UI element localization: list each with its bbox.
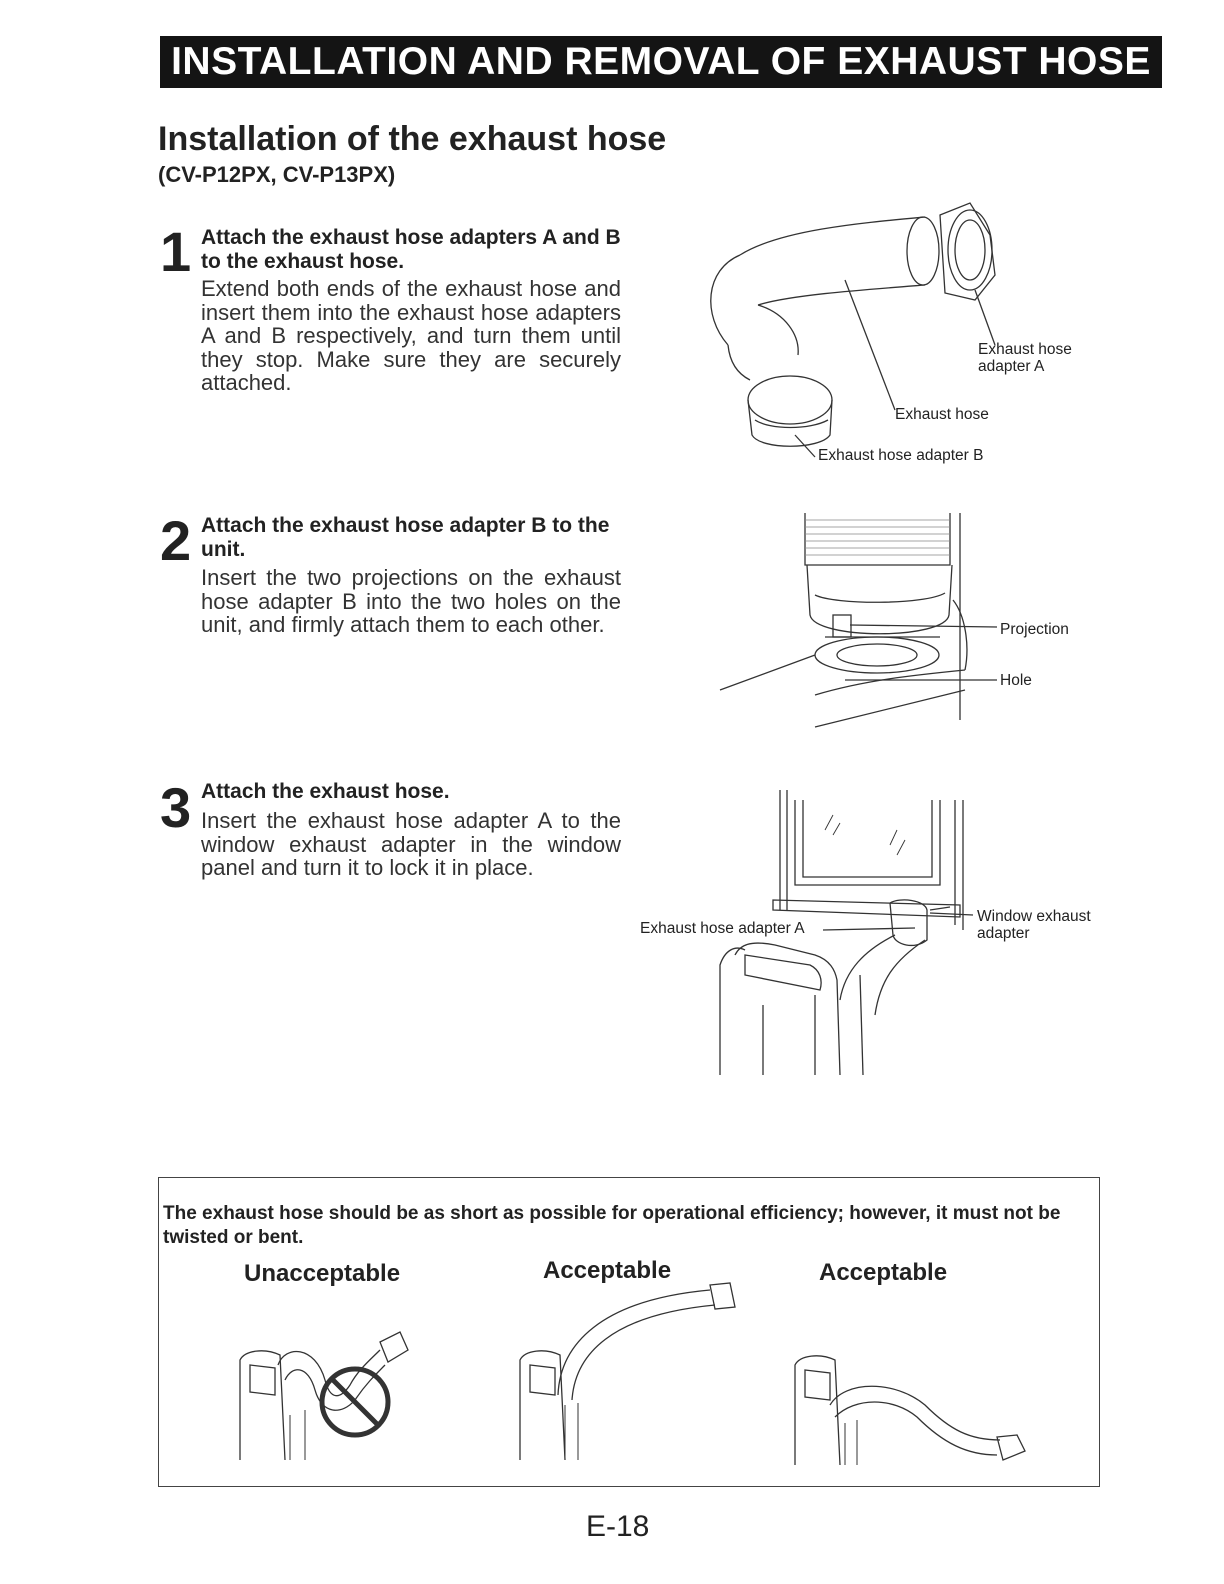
label-adapter-a-line1: Exhaust hose [978, 341, 1072, 358]
hose-with-adapters-illustration [700, 195, 1020, 465]
section-title: Installation of the exhaust hose [158, 120, 667, 158]
label-projection: Projection [1000, 621, 1069, 638]
step-2-number: 2 [160, 509, 192, 572]
acceptable-hose-illustration-1 [510, 1275, 750, 1470]
step-3-heading: Attach the exhaust hose. [201, 780, 450, 803]
label-adapter-a-line2: adapter A [978, 358, 1045, 375]
label-window-adapter-line1: Window exhaust [977, 908, 1091, 925]
unacceptable-hose-illustration [230, 1320, 430, 1470]
page-number: E-18 [586, 1510, 650, 1543]
step-1-body: Extend both ends of the exhaust hose and insert them into the exhaust hose adapters A and B respectively, and turn them until they stop. Make sure they are securely attached. [201, 276, 621, 395]
label-adapter-a-step3: Exhaust hose adapter A [640, 920, 805, 937]
section-banner [160, 36, 1162, 88]
label-exhaust-hose: Exhaust hose [895, 406, 989, 423]
hose-note-text: The exhaust hose should be as short as possible for operational efficiency; however, it must not be twisted or bent. [163, 1203, 1061, 1248]
adapter-b-to-unit-illustration [715, 505, 1015, 730]
step-1-number: 1 [160, 220, 192, 283]
label-window-adapter-line2: adapter [977, 925, 1030, 942]
unacceptable-heading: Unacceptable [244, 1260, 401, 1287]
acceptable-heading-1: Acceptable [543, 1257, 672, 1284]
step-2-body: Insert the two projections on the exhaust hose adapter B into the two holes on the unit, and firmly attach them to each other. [201, 565, 621, 637]
acceptable-heading-2: Acceptable [819, 1259, 948, 1286]
banner-title: INSTALLATION AND REMOVAL OF EXHAUST HOSE [171, 40, 1151, 83]
section-subtitle: (CV-P12PX, CV-P13PX) [158, 162, 396, 187]
step-3-number: 3 [160, 776, 192, 839]
label-adapter-b: Exhaust hose adapter B [818, 447, 984, 464]
acceptable-hose-illustration-2 [785, 1345, 1045, 1475]
label-hole: Hole [1000, 672, 1032, 689]
step-2-heading: Attach the exhaust hose adapter B to the unit. [201, 514, 610, 561]
step-1-heading: Attach the exhaust hose adapters A and B to the exhaust hose. [201, 226, 621, 273]
step-3-body: Insert the exhaust hose adapter A to the window exhaust adapter in the window panel and turn it to lock it in place. [201, 808, 621, 880]
